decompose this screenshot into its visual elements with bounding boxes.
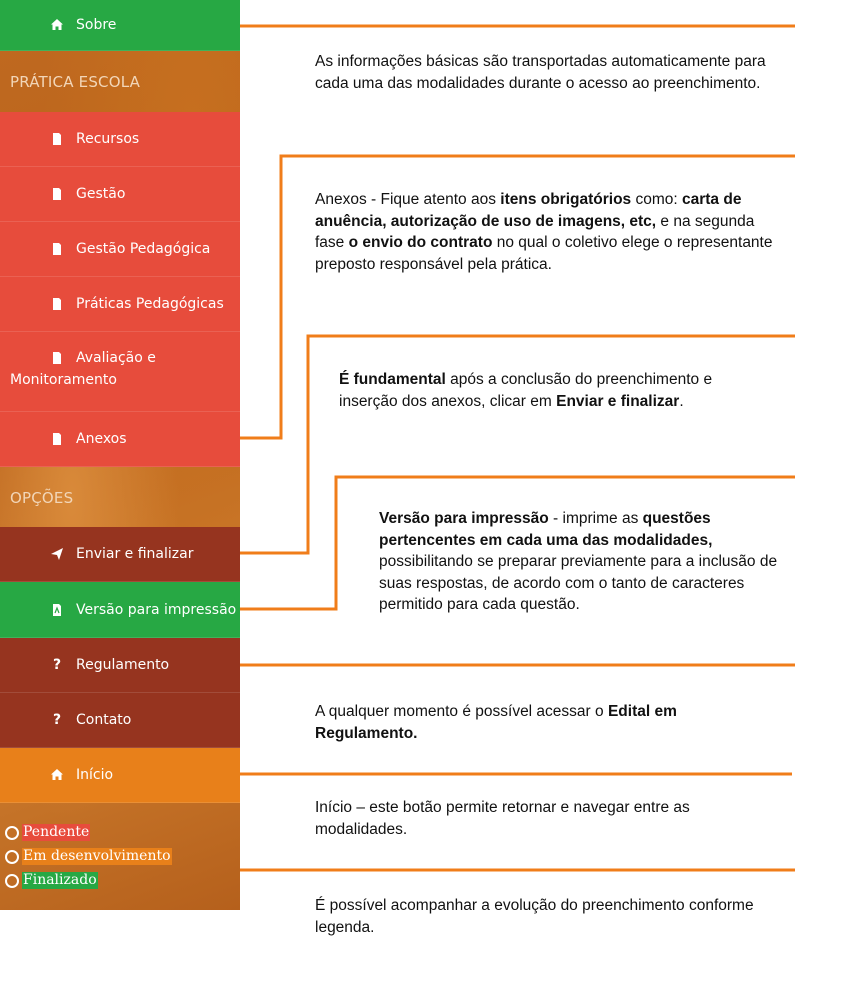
- note-text: - imprime as: [548, 510, 643, 527]
- note-bold: Edital em Regulamento.: [315, 703, 677, 742]
- sidebar-item-label: Gestão: [76, 186, 126, 202]
- note-text: após a conclusão do preenchimento e inserção dos anexos, clicar em: [339, 371, 713, 410]
- note-text: e na segunda fase: [315, 212, 755, 251]
- note-bold: Enviar e finalizar: [556, 392, 680, 410]
- legend-label: Pendente: [23, 824, 90, 840]
- note-text: no qual o coletivo elege o representante preposto responsável pela prática.: [315, 234, 773, 273]
- note-fundamental: [339, 369, 759, 412]
- note-text: É possível acompanhar a evolução do preenchimento conforme legenda.: [315, 897, 754, 936]
- sidebar-item-label: Gestão Pedagógica: [76, 241, 211, 257]
- note-text: A qualquer momento é possível acessar o: [315, 703, 608, 720]
- sidebar-item-label: Enviar e finalizar: [76, 546, 194, 562]
- sidebar-item-label: Avaliação e: [76, 350, 156, 366]
- note-bold: Versão para impressão: [379, 510, 549, 527]
- note-regulamento: [315, 701, 765, 744]
- note-bold: questões pertencentes em cada uma das modalidades,: [379, 510, 713, 549]
- question-icon: ?: [52, 712, 62, 728]
- note-text: As informações básicas são transportadas automaticamente para cada uma das modalidades durante o acesso ao preenchimento.: [315, 53, 766, 92]
- note-text: .: [679, 392, 684, 410]
- sidebar-item-label: Monitoramento: [10, 372, 117, 388]
- question-icon: ?: [52, 657, 62, 673]
- sidebar-item-label: Práticas Pedagógicas: [76, 296, 224, 312]
- legend-label: Em desenvolvimento: [23, 848, 171, 864]
- note-text: como:: [631, 191, 682, 208]
- section-title-opcoes: OPÇÕES: [10, 489, 74, 507]
- note-text: Início – este botão permite retornar e navegar entre as modalidades.: [315, 799, 690, 838]
- note-informacoes-basicas: [315, 51, 785, 94]
- note-inicio: [315, 797, 765, 840]
- section-title-pratica: PRÁTICA ESCOLA: [10, 73, 141, 91]
- sidebar-item-label: Anexos: [76, 431, 127, 447]
- note-bold: itens obrigatórios: [500, 191, 632, 208]
- sidebar-item-label: Regulamento: [76, 657, 170, 673]
- note-legenda: [315, 895, 805, 938]
- sidebar-item-label: Início: [76, 767, 114, 783]
- note-anexos: [315, 189, 785, 275]
- note-versao-impressao: [379, 508, 779, 616]
- sidebar-item-label: Contato: [76, 712, 132, 728]
- note-bold: o envio do contrato: [348, 234, 493, 251]
- note-text: Anexos - Fique atento aos: [315, 191, 501, 208]
- sidebar-item-label: Versão para impressão: [76, 601, 237, 618]
- note-bold: carta de anuência, autorização de uso de imagens, etc,: [315, 191, 742, 230]
- sidebar-item-label: Recursos: [76, 131, 140, 147]
- legend-label: Finalizado: [23, 872, 97, 888]
- sidebar-item-label: Sobre: [76, 17, 117, 33]
- note-bold: É fundamental: [339, 371, 446, 388]
- note-text: possibilitando se preparar previamente para a inclusão de suas respostas, de acordo com o tanto de caracteres permitido para cada questão.: [379, 553, 778, 613]
